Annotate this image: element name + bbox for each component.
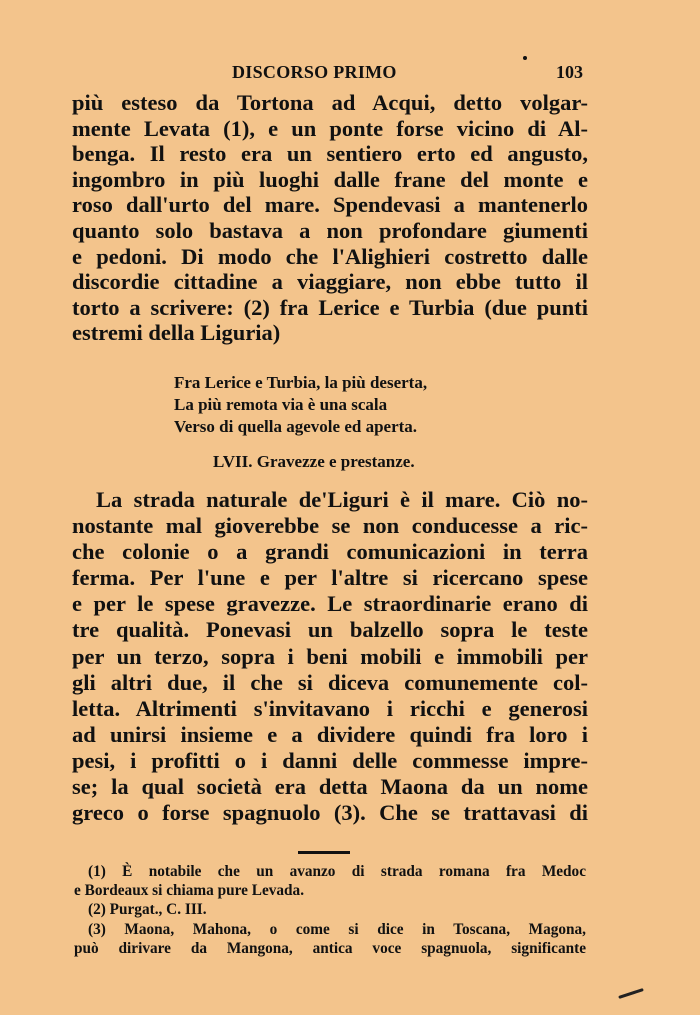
text-line: greco o forse spagnuolo (3). Che se trattavasi di [72, 800, 588, 826]
pen-mark [618, 988, 644, 999]
text-line: ingombro in più luoghi dalle frane del monte e [72, 166, 588, 192]
page-number: 103 [556, 62, 583, 82]
text-line: benga. Il resto era un sentiero erto ed angusto, [72, 141, 588, 167]
text-line: nostante mal gioverebbe se non conducesse a ric- [72, 513, 588, 539]
verse-line: La più remota via è una scala [174, 395, 388, 414]
body-paragraph-2 [72, 487, 588, 826]
footnote-line: e Bordeaux si chiama pure Levada. [74, 882, 305, 900]
footnote-line: (2) Purgat., C. III. [88, 901, 207, 919]
text-line: più esteso da Tortona ad Acqui, detto volgar- [72, 90, 588, 115]
text-line: pesi, i profitti o i danni delle commesse impre- [72, 747, 588, 773]
verse-line: Fra Lerice e Turbia, la più deserta, [174, 373, 428, 392]
text-line: e per le spese gravezze. Le straordinarie erano di [72, 591, 588, 617]
running-head: DISCORSO PRIMO [232, 62, 397, 82]
text-line: ad unirsi insieme e a dividere quindi fra loro i [72, 721, 588, 747]
footnote-line: (1) È notabile che un avanzo di strada romana fra Medoc [88, 863, 586, 880]
text-line: quanto solo bastava a non profondare giumenti [72, 217, 588, 243]
footnote-line: può dirivare da Mangona, antica voce spagnuola, significante [74, 939, 586, 957]
footnote-line: (3) Maona, Mahona, o come si dice in Toscana, Magona, [88, 920, 586, 938]
text-line: discordie cittadine a viaggiare, non ebbe tutto il [72, 269, 588, 295]
section-heading: LVII. Gravezze e prestanze. [213, 452, 415, 471]
text-line: estremi della Liguria) [72, 320, 281, 346]
text-line: gli altri due, il che si diceva comunemente col- [72, 669, 588, 695]
page-header [0, 62, 700, 86]
text-line: ferma. Per l'une e per l'altre si ricercano spese [72, 565, 588, 591]
footnotes [74, 862, 586, 958]
text-line: torto a scrivere: (2) fra Lerice e Turbia (due punti [72, 294, 588, 320]
text-line: se; la qual società era detta Maona da un nome [72, 774, 588, 800]
footnote-divider [298, 851, 350, 854]
text-line: La strada naturale de'Liguri è il mare. Ciò no- [96, 487, 588, 512]
text-line: per un terzo, sopra i beni mobili e immobili per [72, 643, 588, 669]
verse-quotation [174, 372, 427, 438]
text-line: che colonie o a grandi comunicazioni in terra [72, 539, 588, 565]
text-line: mente Levata (1), e un ponte forse vicino di Al- [72, 115, 588, 141]
text-line: e pedoni. Di modo che l'Alighieri costretto dalle [72, 243, 588, 269]
text-line: letta. Altrimenti s'invitavano i ricchi e generosi [72, 695, 588, 721]
body-paragraph-1 [72, 90, 588, 346]
verse-line: Verso di quella agevole ed aperta. [174, 417, 418, 436]
text-line: roso dall'urto del mare. Spendevasi a mantenerlo [72, 192, 588, 218]
text-line: tre qualità. Ponevasi un balzello sopra le teste [72, 617, 588, 643]
ink-speck [523, 56, 527, 60]
